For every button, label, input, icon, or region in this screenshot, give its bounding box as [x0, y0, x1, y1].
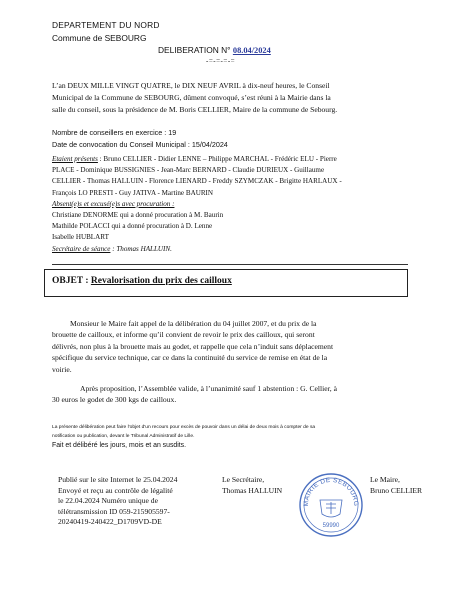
- body-line: voirie.: [52, 364, 72, 374]
- secretary-label: Secrétaire de séance: [52, 244, 111, 253]
- commune-title: Commune de SEBOURG: [52, 33, 147, 43]
- department-title: DEPARTEMENT DU NORD: [52, 20, 160, 30]
- present-line: François LO PRESTI - Guy JATIVA - Martine BAURIN: [52, 188, 214, 197]
- deliberation-body: [52, 318, 408, 375]
- objet-heading: [52, 276, 232, 286]
- secretary-sign-name: Thomas HALLUIN: [222, 485, 283, 495]
- mayor-signature: [370, 475, 422, 496]
- svg-text:MAIRIE DE SEBOURG: MAIRIE DE SEBOURG: [302, 476, 360, 507]
- divider: [52, 264, 408, 265]
- mairie-seal-stamp: [296, 470, 366, 540]
- svg-text:59990: 59990: [322, 523, 340, 529]
- present-label: Etaient présents: [52, 155, 98, 163]
- deliberation-number[interactable]: 08.04/2024: [232, 46, 271, 55]
- objet-title: Revalorisation du prix des cailloux: [90, 276, 232, 286]
- intro-line: L’an DEUX MILLE VINGT QUATRE, le DIX NEUF AVRIL à dix-neuf heures, le Conseil: [52, 81, 330, 90]
- intro-line: Municipal de la Commune de SEBOURG, dûment convoqué, s’est réuni à la Mairie dans la: [52, 93, 331, 102]
- legal-notice: [52, 424, 315, 441]
- secretary-signature: [222, 475, 282, 496]
- decision-paragraph: [52, 383, 408, 406]
- body-line: brouette de cailloux, et informe qu’il convient de revoir le prix des cailloux, qui seront: [52, 330, 315, 340]
- seal-emblem-icon: [320, 500, 342, 517]
- absent-line: Isabelle HUBLART: [52, 233, 109, 242]
- present-names: : Bruno CELLIER - Didier LENNE – Philippe MARCHAL - Frédéric ELU - Pierre: [97, 155, 337, 163]
- decision-line: Après proposition, l’Assemblée valide, à l’unanimité sauf 1 abstention : G. Cellier, à: [80, 384, 337, 393]
- conseillers-count: Nombre de conseillers en exercice : 19: [52, 128, 177, 137]
- objet-label: OBJET :: [52, 276, 89, 286]
- session-info: [52, 127, 228, 151]
- absent-label: Absent(e)s et excusé(e)s avec procuration :: [52, 199, 175, 208]
- mayor-sign-name: Bruno CELLIER: [370, 485, 423, 495]
- decision-line: 30 euros le godet de 300 kgs de cailloux.: [52, 395, 177, 405]
- deliberation-label: DELIBERATION N°: [158, 45, 231, 55]
- publication-info: [58, 475, 208, 528]
- publication-line: Publié sur le site Internet le 25.04.2024: [58, 475, 178, 484]
- separator: -=-=-=-=: [206, 57, 236, 65]
- present-line: CELLIER - Thomas HALLUIN - Florence LIENARD - Freddy SZYMCZAK - Brigitte HARLAUX -: [52, 177, 342, 186]
- body-line: Monsieur le Maire fait appel de la délibération du 04 juillet 2007, et du prix de la: [70, 319, 317, 328]
- secretary-name: : Thomas HALLUIN.: [110, 244, 172, 253]
- body-line: spécifique du service technique, car ce dans la continuité du service de remise en état de la: [52, 353, 328, 363]
- mayor-title: Le Maire,: [370, 475, 400, 484]
- publication-line: Envoyé et reçu au contrôle de légalité: [58, 485, 173, 495]
- publication-line: télétransmission ID 059-215905597-: [58, 506, 170, 516]
- intro-paragraph: [52, 80, 408, 116]
- secretary-line: [52, 244, 408, 255]
- body-line: délivrés, non plus à la brouette mais au godet, et rappelle que cela n’induit sans déplacement: [52, 341, 334, 351]
- present-line: PLACE - Dominique BUSSIGNIES - Jean-Marc BERNARD - Claudie DURIEUX - Guillaume: [52, 166, 325, 175]
- secretary-title: Le Secrétaire,: [222, 475, 265, 484]
- publication-line: le 22.04.2024 Numéro unique de: [58, 496, 158, 505]
- present-line: [52, 154, 408, 165]
- legal-line: notification ou publication, devant le Tribunal Administratif de Lille.: [52, 433, 195, 439]
- intro-line: salle du conseil, sous la présidence de M. Boris CELLIER, Maire de la commune de Sebourg.: [52, 105, 338, 114]
- deliberation-heading: [158, 45, 271, 55]
- attendance-block: [52, 154, 408, 255]
- convocation-date: Date de convocation du Conseil Municipal : 15/04/2024: [52, 140, 228, 149]
- absent-line: Mathilde POLACCI qui a donné procuration à D. Lenne: [52, 222, 213, 231]
- fait-delibere: Fait et délibéré les jours, mois et an susdits.: [52, 442, 187, 449]
- absent-line: Christiane DENORME qui a donné procuration à M. Baurin: [52, 211, 224, 220]
- legal-line: La présente délibération peut faire l'objet d'un recours pour excès de pouvoir dans un délai de deux mois à compter de sa: [52, 425, 316, 430]
- publication-line: 20240419-240422_D1709VD-DE: [58, 517, 162, 526]
